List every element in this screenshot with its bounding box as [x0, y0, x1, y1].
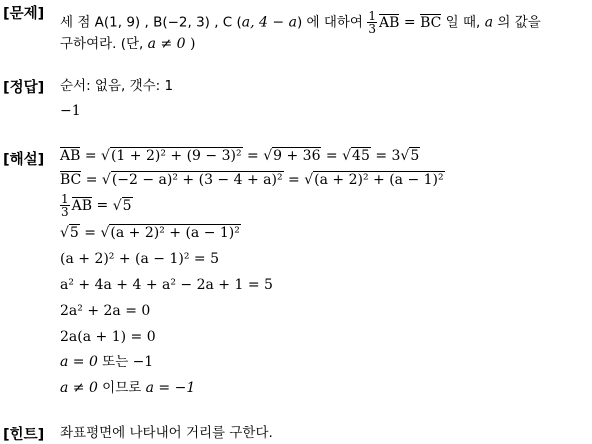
solution-line-3 [60, 193, 133, 218]
problem-condition: a ≠ 0 [147, 36, 186, 52]
sqrt-expression [263, 147, 321, 165]
segment-ab: AB [60, 148, 81, 164]
segment-ab: AB [71, 197, 93, 214]
korean-text: 이므로 [97, 380, 146, 396]
sqrt-argument: (−2 − a)² + (3 − 4 + a)² [111, 172, 283, 188]
korean-text: 또는 [97, 354, 133, 370]
math-text: = [92, 197, 113, 214]
label-hint: [힌트] [3, 427, 45, 443]
solution-line-9 [60, 353, 153, 371]
sqrt-expression [100, 224, 240, 242]
answer-value: −1 [60, 103, 81, 119]
problem-fraction [367, 10, 377, 35]
sqrt-argument: 5 [122, 197, 132, 214]
sqrt-sign: √ [101, 172, 111, 188]
fraction-numerator: 1 [368, 9, 377, 23]
math-text: = [321, 148, 343, 164]
sqrt-argument: 45 [352, 148, 370, 164]
math-text: = [80, 148, 102, 164]
label-answer: [정답] [3, 80, 45, 96]
fraction-numerator: 1 [61, 192, 69, 206]
fraction-denominator: 3 [368, 22, 377, 36]
solution-fraction [60, 193, 70, 218]
problem-text-2: ) 에 대하여 [296, 14, 363, 31]
problem-text-4: 의 값을 [493, 14, 541, 31]
sqrt-expression [400, 147, 420, 165]
sqrt-expression [304, 171, 444, 189]
hint-text: 좌표평면에 나타내어 거리를 구한다. [60, 425, 273, 441]
math-text: = [242, 148, 264, 164]
sqrt-sign: √ [263, 148, 273, 164]
label-problem: [문제] [3, 6, 45, 22]
sqrt-argument: 5 [69, 225, 79, 241]
sqrt-sign: √ [100, 225, 110, 241]
math-text: a = −1 [145, 380, 196, 396]
solution-line-8: 2a(a + 1) = 0 [60, 329, 156, 345]
segment-bc: BC [60, 172, 82, 188]
label-solution: [해설] [3, 152, 45, 168]
math-text: = 3 [370, 148, 401, 164]
sqrt-sign: √ [112, 197, 122, 214]
problem-line-2 [60, 35, 195, 53]
math-text: = [81, 172, 102, 188]
sqrt-sign: √ [101, 148, 110, 164]
sqrt-sign: √ [400, 148, 410, 164]
sqrt-argument: 9 + 36 [273, 148, 321, 164]
sqrt-expression [342, 147, 371, 165]
solution-line-1 [60, 147, 420, 165]
equals-sign: = [399, 14, 421, 31]
sqrt-sign: √ [304, 172, 314, 188]
fraction-denominator: 3 [61, 205, 69, 219]
sqrt-expression [113, 194, 133, 218]
segment-ab: AB [379, 14, 400, 31]
sqrt-argument: 5 [410, 148, 420, 164]
math-text: = [79, 225, 101, 241]
solution-line-5: (a + 2)² + (a − 1)² = 5 [60, 251, 220, 267]
problem-text-6: ) [185, 36, 196, 52]
solution-line-2 [60, 171, 445, 189]
sqrt-argument: (a + 2)² + (a − 1)² [314, 172, 444, 188]
math-text: = [283, 172, 305, 188]
sqrt-expression [101, 147, 243, 165]
sqrt-sign: √ [60, 225, 69, 241]
problem-line-1 [60, 10, 541, 35]
sqrt-argument: (1 + 2)² + (9 − 3)² [110, 148, 242, 164]
solution-line-10 [60, 379, 195, 397]
math-text: a = 0 [60, 354, 98, 370]
sqrt-sign: √ [342, 148, 352, 164]
solution-line-7: 2a² + 2a = 0 [60, 303, 151, 319]
problem-text-1: 세 점 A(1, 9) , B(−2, 3) , C ( [60, 14, 242, 31]
variable-a: a [484, 14, 494, 31]
sqrt-argument: (a + 2)² + (a − 1)² [110, 225, 240, 241]
sqrt-expression [60, 224, 80, 242]
solution-line-6: a² + 4a + 4 + a² − 2a + 1 = 5 [60, 277, 273, 293]
problem-text-3: 일 때, [441, 14, 481, 31]
solution-line-4 [60, 224, 241, 242]
answer-meta: 순서: 없음, 갯수: 1 [60, 78, 174, 94]
sqrt-expression [102, 171, 284, 189]
math-text: −1 [132, 354, 154, 370]
segment-bc: BC [420, 14, 442, 31]
math-text: a ≠ 0 [60, 380, 98, 396]
problem-text-5: 구하여라. (단, [60, 36, 148, 52]
problem-point-c: a, 4 − a [241, 14, 297, 31]
